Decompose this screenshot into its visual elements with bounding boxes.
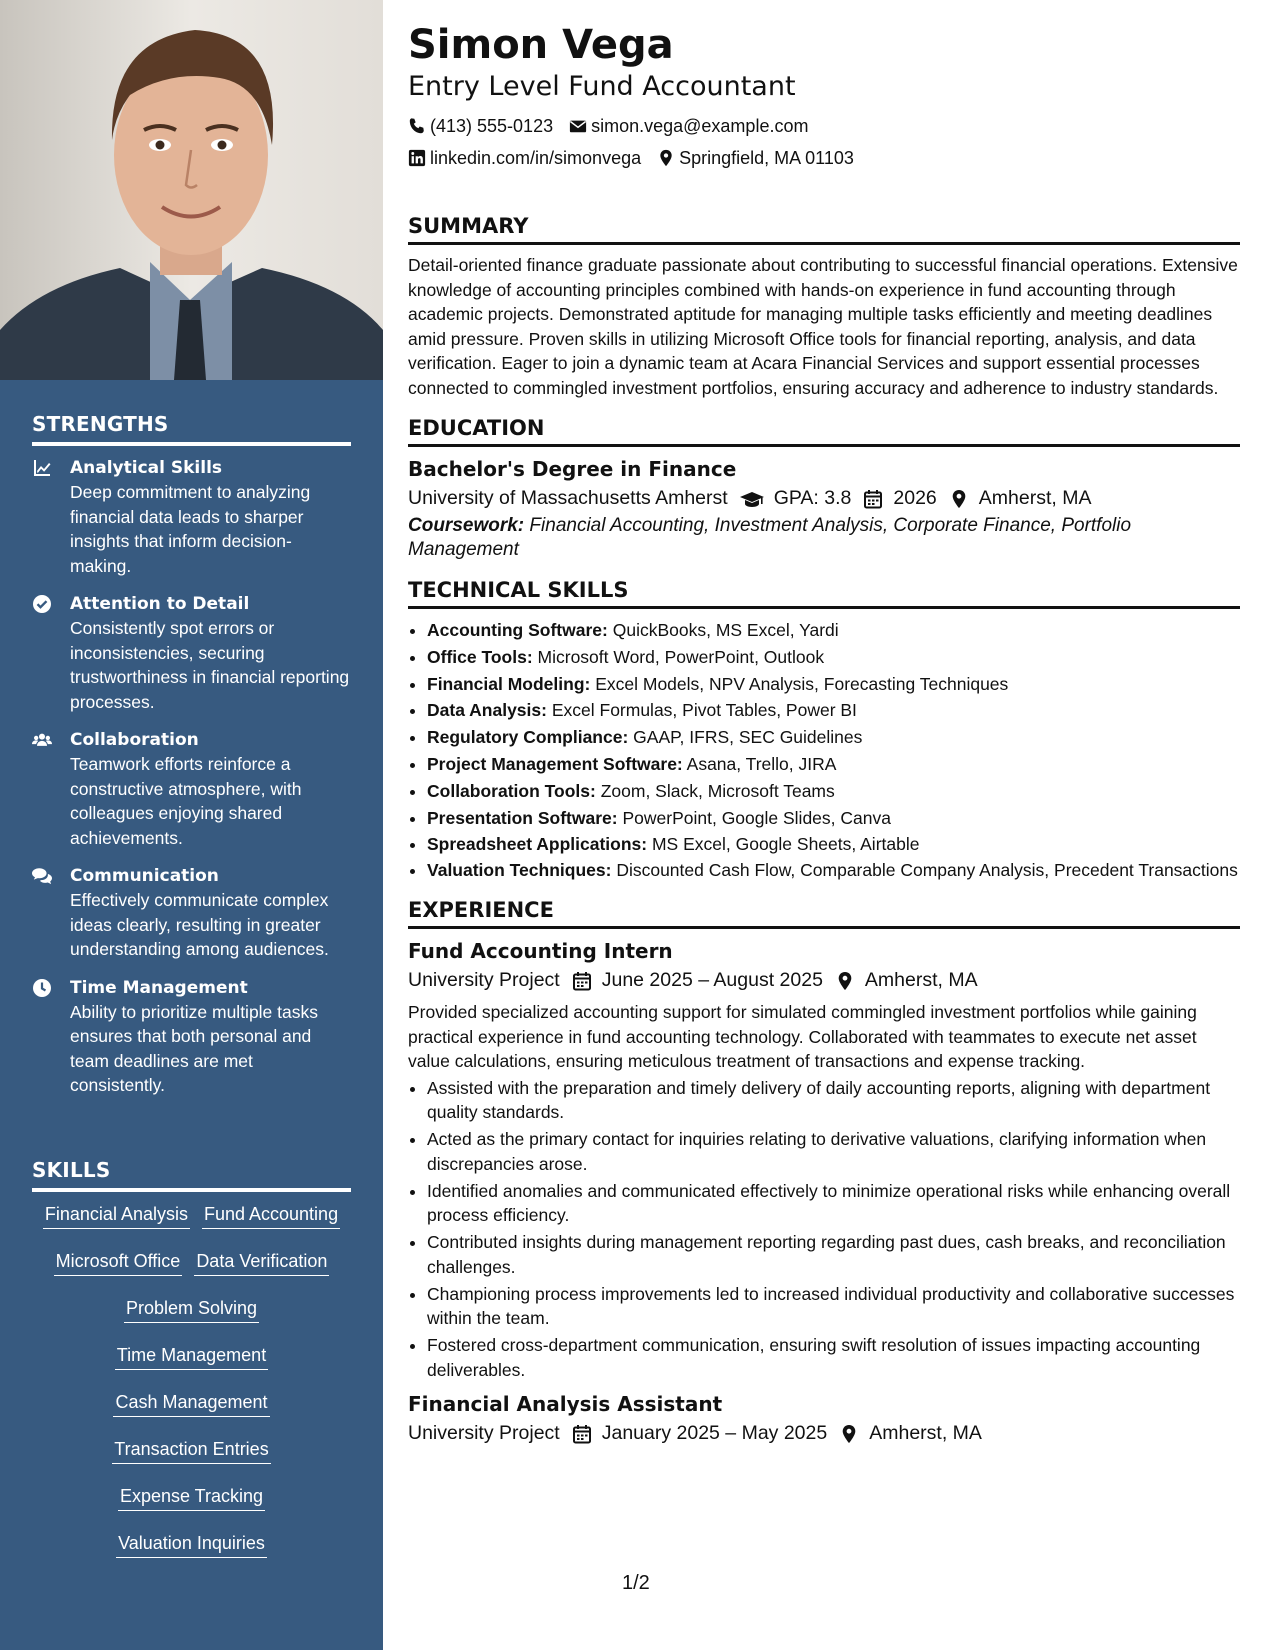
strength-title: Time Management bbox=[70, 977, 248, 998]
skill-value: Microsoft Word, PowerPoint, Outlook bbox=[537, 646, 825, 667]
skill-tag: Time Management bbox=[115, 1343, 268, 1370]
strength-description: Ability to prioritize multiple tasks ensures that both personal and team deadlines are met consistently. bbox=[70, 1001, 318, 1095]
location-value: Amherst, MA bbox=[864, 969, 978, 992]
dates-value: June 2025 – August 2025 bbox=[601, 969, 823, 992]
skill-tags bbox=[32, 1202, 351, 1578]
job-entry bbox=[408, 1390, 1240, 1449]
technical-skills-heading: TECHNICAL SKILLS bbox=[408, 576, 1240, 609]
skill-tag: Data Verification bbox=[194, 1249, 329, 1276]
summary-heading: SUMMARY bbox=[408, 212, 1240, 245]
list-item: • Fostered cross-department communication, ensuring swift resolution of issues impacting accounting deliverables. bbox=[427, 1333, 1240, 1382]
map-marker-icon bbox=[949, 489, 969, 509]
strength-item bbox=[32, 592, 351, 714]
school bbox=[408, 483, 728, 514]
chart-line-icon bbox=[32, 456, 70, 578]
skill-label: Data Analysis: bbox=[427, 700, 547, 721]
phone-number: (413) 555-0123 bbox=[430, 116, 554, 136]
skill-value: Excel Formulas, Pivot Tables, Power BI bbox=[551, 700, 857, 721]
map-marker-icon bbox=[835, 971, 855, 991]
skill-tag: Financial Analysis bbox=[43, 1202, 190, 1229]
list-item: • Championing process improvements led to increased individual productivity and collaborative successes within the team. bbox=[427, 1282, 1240, 1331]
skill-value: Excel Models, NPV Analysis, Forecasting Techniques bbox=[595, 673, 1009, 694]
comments-icon bbox=[32, 864, 70, 962]
skill-label: Office Tools: bbox=[427, 646, 533, 667]
strength-title: Communication bbox=[70, 866, 219, 886]
strength-title: Collaboration bbox=[70, 730, 199, 750]
contact-row bbox=[408, 142, 1240, 174]
school-name: University of Massachusetts Amherst bbox=[408, 487, 728, 509]
skill-value: Zoom, Slack, Microsoft Teams bbox=[600, 780, 835, 801]
main-content bbox=[408, 20, 1240, 1449]
graduation-year bbox=[863, 483, 936, 514]
list-item bbox=[427, 617, 1240, 644]
envelope-icon bbox=[569, 117, 587, 135]
strength-title: Attention to Detail bbox=[70, 594, 250, 614]
linkedin[interactable] bbox=[408, 142, 641, 174]
skill-tag: Transaction Entries bbox=[112, 1437, 270, 1464]
profile-photo bbox=[0, 0, 383, 380]
graduation-cap-icon bbox=[740, 489, 764, 509]
gpa-value: GPA: 3.8 bbox=[773, 487, 852, 509]
strength-description: Deep commitment to analyzing financial data leads to sharper insights that inform decision-making. bbox=[70, 482, 311, 576]
skill-label: Collaboration Tools: bbox=[427, 780, 596, 801]
email[interactable] bbox=[569, 110, 808, 142]
list-item: • Assisted with the preparation and timely delivery of daily accounting reports, aligning with department quality standards. bbox=[427, 1076, 1240, 1125]
skill-value: PowerPoint, Google Slides, Canva bbox=[622, 807, 891, 828]
list-item bbox=[427, 671, 1240, 698]
skill-label: Presentation Software: bbox=[427, 807, 618, 828]
experience-section bbox=[408, 896, 1240, 1449]
dates-value: January 2025 – May 2025 bbox=[601, 1422, 828, 1445]
location bbox=[657, 142, 854, 174]
school-location bbox=[949, 483, 1092, 514]
skill-tag: Microsoft Office bbox=[54, 1249, 183, 1276]
coursework-list: Financial Accounting, Investment Analysis, Corporate Finance, Portfolio Management bbox=[408, 515, 1132, 560]
skill-tag: Expense Tracking bbox=[118, 1484, 265, 1511]
strength-description: Teamwork efforts reinforce a constructive atmosphere, with colleagues enjoying shared achievements. bbox=[70, 754, 302, 848]
summary-section bbox=[408, 212, 1240, 400]
strength-item bbox=[32, 456, 351, 578]
organization bbox=[408, 965, 560, 996]
strength-description: Effectively communicate complex ideas clearly, resulting in greater understanding among audiences. bbox=[70, 890, 329, 959]
list-item: • Contributed insights during management reporting regarding past dues, cash breaks, and reconciliation challenges. bbox=[427, 1230, 1240, 1279]
skill-value: MS Excel, Google Sheets, Airtable bbox=[651, 834, 920, 855]
technical-skills-list bbox=[408, 617, 1240, 882]
list-item bbox=[427, 724, 1240, 751]
skills-section bbox=[32, 1158, 351, 1578]
education-meta bbox=[408, 483, 1240, 514]
organization bbox=[408, 1418, 560, 1449]
skill-value: Discounted Cash Flow, Comparable Company Analysis, Precedent Transactions bbox=[616, 860, 1238, 881]
skill-value: Asana, Trello, JIRA bbox=[686, 753, 837, 774]
education-heading: EDUCATION bbox=[408, 414, 1240, 447]
skill-label: Valuation Techniques: bbox=[427, 860, 612, 881]
list-item bbox=[427, 778, 1240, 805]
check-circle-icon bbox=[32, 592, 70, 714]
skill-value: QuickBooks, MS Excel, Yardi bbox=[612, 620, 839, 640]
strength-item bbox=[32, 864, 351, 962]
strength-item bbox=[32, 728, 351, 850]
skill-tag: Cash Management bbox=[113, 1390, 269, 1417]
strength-item bbox=[32, 976, 351, 1098]
linkedin-url: linkedin.com/in/simonvega bbox=[430, 148, 642, 168]
map-marker-icon bbox=[839, 1424, 859, 1444]
job-title: Entry Level Fund Accountant bbox=[408, 71, 796, 102]
degree: Bachelor's Degree in Finance bbox=[408, 457, 737, 481]
phone[interactable] bbox=[408, 110, 553, 142]
contact-row bbox=[408, 110, 1240, 142]
experience-heading: EXPERIENCE bbox=[408, 896, 1240, 929]
linkedin-icon bbox=[408, 149, 426, 167]
sidebar bbox=[0, 0, 383, 1650]
skill-label: Spreadsheet Applications: bbox=[427, 834, 648, 855]
list-item bbox=[427, 858, 1240, 882]
education-section bbox=[408, 414, 1240, 562]
location-value: Amherst, MA bbox=[978, 487, 1092, 509]
strength-title: Analytical Skills bbox=[70, 458, 223, 478]
list-item: • Identified anomalies and communicated effectively to minimize operational risks while enhancing overall process efficiency. bbox=[427, 1179, 1240, 1228]
skill-tag: Valuation Inquiries bbox=[116, 1531, 267, 1558]
strengths-heading: STRENGTHS bbox=[32, 412, 351, 446]
job-entry bbox=[408, 937, 1240, 1382]
users-icon bbox=[32, 728, 70, 850]
year-value: 2026 bbox=[893, 487, 937, 509]
job-bullets bbox=[408, 1076, 1240, 1383]
email-address: simon.vega@example.com bbox=[591, 116, 809, 136]
list-item bbox=[427, 751, 1240, 778]
job-meta bbox=[408, 1418, 1240, 1449]
calendar-icon bbox=[572, 1424, 592, 1444]
skills-heading: SKILLS bbox=[32, 1158, 351, 1192]
strengths-section bbox=[32, 412, 351, 1112]
job-dates bbox=[572, 965, 823, 996]
list-item bbox=[427, 831, 1240, 858]
list-item bbox=[427, 805, 1240, 832]
coursework-label: Coursework: bbox=[408, 515, 525, 536]
candidate-name: Simon Vega bbox=[408, 22, 674, 68]
location-value: Amherst, MA bbox=[869, 1422, 982, 1445]
list-item: • Acted as the primary contact for inquiries relating to derivative valuations, clarifying information when discrepancies arose. bbox=[427, 1127, 1240, 1176]
technical-skills-section bbox=[408, 576, 1240, 882]
calendar-icon bbox=[572, 971, 592, 991]
skill-tag: Fund Accounting bbox=[202, 1202, 340, 1229]
skill-tag: Problem Solving bbox=[124, 1296, 259, 1323]
clock-icon bbox=[32, 976, 70, 1098]
list-item bbox=[427, 644, 1240, 671]
map-marker-icon bbox=[657, 149, 675, 167]
phone-icon bbox=[408, 117, 426, 135]
skill-label: Regulatory Compliance: bbox=[427, 727, 629, 748]
calendar-icon bbox=[863, 489, 883, 509]
job-location bbox=[835, 965, 978, 996]
job-title-entry: Financial Analysis Assistant bbox=[408, 1392, 723, 1417]
org-name: University Project bbox=[408, 969, 560, 992]
coursework bbox=[408, 514, 1240, 562]
job-title-entry: Fund Accounting Intern bbox=[408, 939, 673, 964]
summary-text: Detail-oriented finance graduate passionate about contributing to successful financial operations. Extensive knowledge of accounting principles combined with hands-on experience in fund accounting through academic projects. Demonstrated aptitude for managing multiple tasks efficiently and meeting deadlines amid pressure. Proven skills in utilizing Microsoft Office tools for financial reporting, analysis, and data verification. Eager to join a dynamic team at Acara Financial Services and support essential processes connected to commingled investment portfolios, ensuring accuracy and adherence to industry standards. bbox=[408, 255, 1238, 398]
list-item bbox=[427, 697, 1240, 724]
job-description: Provided specialized accounting support for simulated commingled investment portfolios while gaining practical experience in fund accounting technology. Collaborated with teammates to execute net asset value calculations, ensuring meticulous treatment of transactions and expense tracking. bbox=[408, 1002, 1197, 1072]
skill-label: Financial Modeling: bbox=[427, 673, 591, 694]
org-name: University Project bbox=[408, 1422, 560, 1445]
skill-value: GAAP, IFRS, SEC Guidelines bbox=[633, 727, 863, 748]
job-meta bbox=[408, 965, 1240, 996]
gpa bbox=[740, 483, 852, 514]
location-text: Springfield, MA 01103 bbox=[679, 148, 854, 168]
job-dates bbox=[572, 1418, 828, 1449]
job-location bbox=[839, 1418, 982, 1449]
skill-label: Project Management Software: bbox=[427, 753, 683, 774]
page-number: 1/2 bbox=[622, 1572, 650, 1594]
skill-label: Accounting Software: bbox=[427, 620, 608, 640]
strength-description: Consistently spot errors or inconsistencies, securing trustworthiness in financial reporting processes. bbox=[70, 618, 350, 712]
